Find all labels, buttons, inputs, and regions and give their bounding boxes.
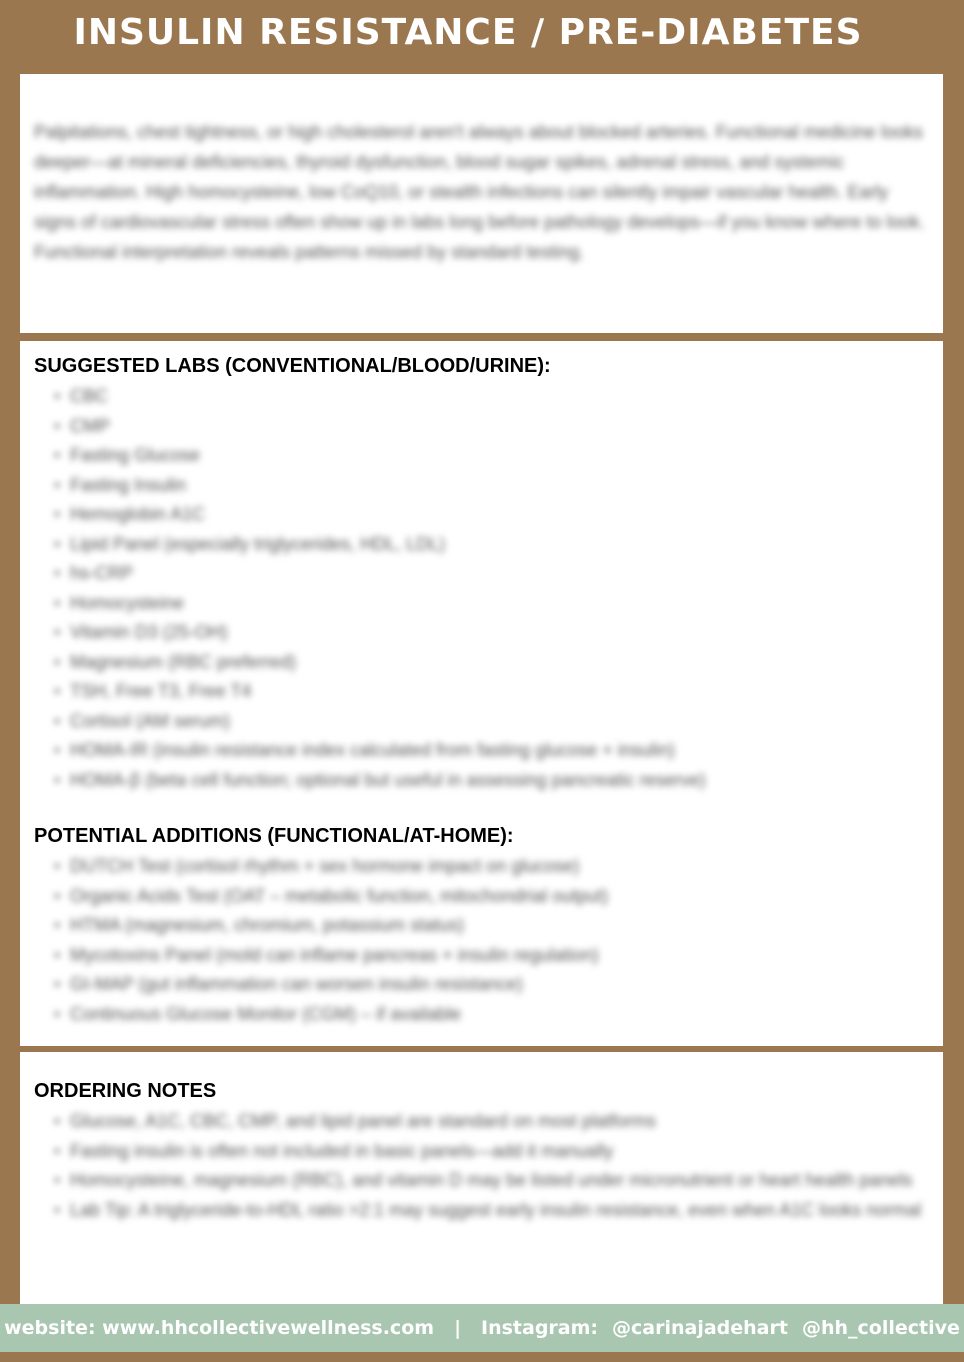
labs-heading: SUGGESTED LABS (CONVENTIONAL/BLOOD/URINE): [34,355,551,377]
list-item: • DUTCH Test (cortisol rhythm + sex hormone impact on glucose) [54,852,929,882]
list-item: • Lipid Panel (especially triglycerides, HDL, LDL) [54,530,929,560]
list-item: • Vitamin D3 (25-OH) [54,618,929,648]
list-item: • HTMA (magnesium, chromium, potassium status) [54,911,929,941]
intro-panel [20,74,943,333]
notes-list [34,1107,929,1225]
list-item: • Homocysteine, magnesium (RBC), and vitamin D may be listed under micronutrient or heart health panels [54,1166,929,1196]
list-item: • Magnesium (RBC preferred) [54,648,929,678]
additions-heading: POTENTIAL ADDITIONS (FUNCTIONAL/AT-HOME): [34,825,514,847]
list-item: • Fasting insulin is often not included in basic panels—add it manually [54,1137,929,1167]
list-item: • Glucose, A1C, CBC, CMP, and lipid panel are standard on most platforms [54,1107,929,1137]
labs-panel [20,341,943,1046]
list-item: • Fasting Insulin [54,471,929,501]
list-item: • Homocysteine [54,589,929,619]
website-link[interactable]: website: www.hhcollectivewellness.com [4,1317,435,1339]
list-item: • Continuous Glucose Monitor (CGM) – if available [54,1000,929,1030]
list-item: • GI-MAP (gut inflammation can worsen insulin resistance) [54,970,929,1000]
additions-list [34,852,929,1029]
labs-list [34,382,929,795]
list-item: • Cortisol (AM serum) [54,707,929,737]
notes-heading: ORDERING NOTES [34,1080,217,1102]
list-item: • TSH, Free T3, Free T4 [54,677,929,707]
list-item: • Organic Acids Test (OAT – metabolic function, mitochondrial output) [54,882,929,912]
instagram-handle-2[interactable]: @hh_collective [801,1317,960,1339]
instagram-handle-1[interactable]: @carinajadehart [612,1317,788,1339]
list-item: • Hemoglobin A1C [54,500,929,530]
notes-panel [20,1052,943,1304]
list-item: • CBC [54,382,929,412]
footer-bar [0,1304,964,1352]
list-item: • CMP [54,412,929,442]
list-item: • HOMA-β (beta cell function; optional but useful in assessing pancreatic reserve) [54,766,929,796]
list-item: • hs-CRP [54,559,929,589]
intro-text: Palpitations, chest tightness, or high cholesterol aren't always about blocked arteries. Functional medicine looks deeper—at mineral deficiencies, thyroid dysfunction, blood sugar spikes, adrenal stress, and systemic inflammation. High homocysteine, low CoQ10, or stealth infections can silently impair vascular health. Early signs of cardiovascular stress often show up in labs long before pathology develops—if you know where to look. Functional interpretation reveals patterns missed by standard testing. [34,122,925,262]
list-item: • Mycotoxins Panel (mold can inflame pancreas + insulin regulation) [54,941,929,971]
footer-separator: | [454,1317,462,1339]
list-item: • HOMA-IR (insulin resistance index calculated from fasting glucose + insulin) [54,736,929,766]
page-title: INSULIN RESISTANCE / PRE-DIABETES [73,12,863,53]
list-item: • Lab Tip: A triglyceride-to-HDL ratio >2:1 may suggest early insulin resistance, even when A1C looks normal [54,1196,929,1226]
list-item: • Fasting Glucose [54,441,929,471]
instagram-label: Instagram: [481,1317,599,1339]
